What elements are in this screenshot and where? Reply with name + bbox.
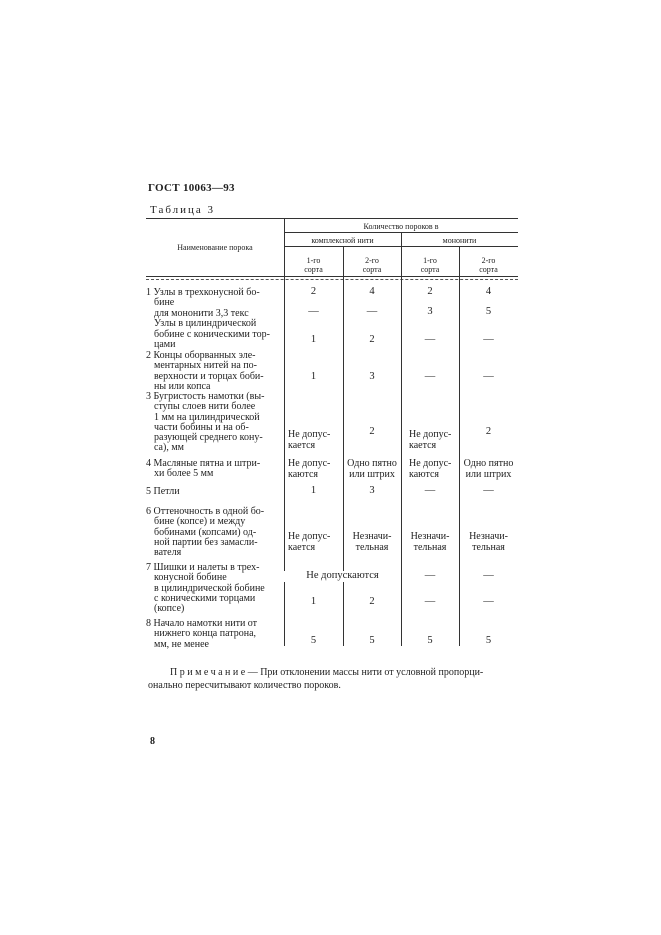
cell: — xyxy=(483,570,494,581)
page-number: 8 xyxy=(150,736,155,747)
group-header: Количество пороков в xyxy=(363,222,439,231)
grade-header-3: 1-го сорта xyxy=(420,256,440,274)
cell: — xyxy=(424,570,436,581)
row-2-name: 2 Концы оборванных эле- ментарных нитей на по- верхности и торцах боби- ны или копса xyxy=(146,350,264,392)
row-1b-name: для мононити 3,3 текс Узлы в цилиндрической бобине с коническими тор- цами xyxy=(154,308,270,350)
cell: — xyxy=(424,334,436,345)
cell: Не допус- каются xyxy=(409,458,452,480)
sub-header-mono: мононити xyxy=(442,236,477,245)
row-1-name: 1 Узлы в трехконусной бо- бине xyxy=(146,287,260,309)
cell-merged: Не допускаются xyxy=(284,571,401,582)
cell: 5 xyxy=(427,635,433,646)
note-label: Примечание xyxy=(170,667,248,678)
cell: Одно пятно или штрих xyxy=(463,458,514,480)
cell: 5 xyxy=(310,635,317,646)
cell: Незначи- тельная xyxy=(410,531,450,553)
cell: — xyxy=(308,306,319,317)
cell: 2 xyxy=(310,286,317,297)
cell: 1 xyxy=(310,334,317,345)
cell: Незначи- тельная xyxy=(469,531,508,553)
table-top-rule xyxy=(146,218,518,219)
cell: Не допус- кается xyxy=(409,429,452,451)
cell: Одно пятно или штрих xyxy=(347,458,397,480)
cell: — xyxy=(483,334,494,345)
grade-header-4: 2-го сорта xyxy=(479,256,498,274)
row-8-name: 8 Начало намотки нити от нижнего конца патрона, мм, не менее xyxy=(146,618,258,650)
cell: 4 xyxy=(369,286,375,297)
cell: — xyxy=(424,485,436,496)
cell: Не допус- кается xyxy=(288,429,331,451)
document-id: ГОСТ 10063—93 xyxy=(148,182,235,194)
table-grade-rule xyxy=(284,246,518,247)
cell: — xyxy=(483,371,494,382)
cell: 2 xyxy=(427,286,433,297)
table-header-bottom-rule xyxy=(146,276,518,277)
cell: 3 xyxy=(369,485,375,496)
grade-header-2: 2-го сорта xyxy=(362,256,382,274)
cell: 3 xyxy=(427,306,433,317)
cell: — xyxy=(366,306,378,317)
grade-header-1: 1-го сорта xyxy=(304,256,323,274)
cell: 2 xyxy=(369,334,375,345)
col-divider-1 xyxy=(284,218,285,646)
cell: 2 xyxy=(485,426,492,437)
col-divider-4 xyxy=(459,246,460,646)
row-5-name: 5 Петли xyxy=(146,486,180,497)
table-note: Примечание— При отклонении массы нити от условной пропорци- онально пересчитывают количество пороков. xyxy=(148,667,484,691)
sub-header-complex: комплексной нити xyxy=(311,236,374,245)
cell: 1 xyxy=(310,485,317,496)
cell: 2 xyxy=(369,596,375,607)
cell: 1 xyxy=(310,596,317,607)
cell: — xyxy=(424,371,436,382)
cell: 3 xyxy=(369,371,375,382)
col-divider-2 xyxy=(343,246,344,646)
row-3-name: 3 Бугристость намотки (вы- ступы слоев нити более 1 мм на цилиндрической части бобины и на об- разующей среднего кону- са), мм xyxy=(146,391,265,454)
cell: 2 xyxy=(369,426,375,437)
cell: Незначи- тельная xyxy=(352,531,392,553)
row-6-name: 6 Оттеночность в одной бо- бине (копсе) и между бобинами (копсами) од- ной партии без замасли- вателя xyxy=(146,506,265,559)
col-divider-3 xyxy=(401,232,402,646)
cell: 5 xyxy=(369,635,375,646)
row-7-name: 7 Шишки и налеты в трех- конусной бобине в цилиндрической бобине с коническими торцами (копсе) xyxy=(146,562,265,615)
cell: 4 xyxy=(485,286,492,297)
cell: — xyxy=(483,485,494,496)
cell: 5 xyxy=(485,635,492,646)
table-caption: Таблица 3 xyxy=(150,204,216,216)
table-sub-rule xyxy=(284,232,518,233)
cell: Не допус- кается xyxy=(288,531,331,553)
row-4-name: 4 Масляные пятна и штри- хи более 5 мм xyxy=(146,458,261,480)
cell: 5 xyxy=(485,306,492,317)
cell: Не допус- каются xyxy=(288,458,331,480)
cell: — xyxy=(483,596,494,607)
table-header-bottom-rule-2 xyxy=(146,279,518,280)
cell: — xyxy=(424,596,436,607)
cell: 1 xyxy=(310,371,317,382)
col-name-header: Наименование порока xyxy=(177,243,253,252)
